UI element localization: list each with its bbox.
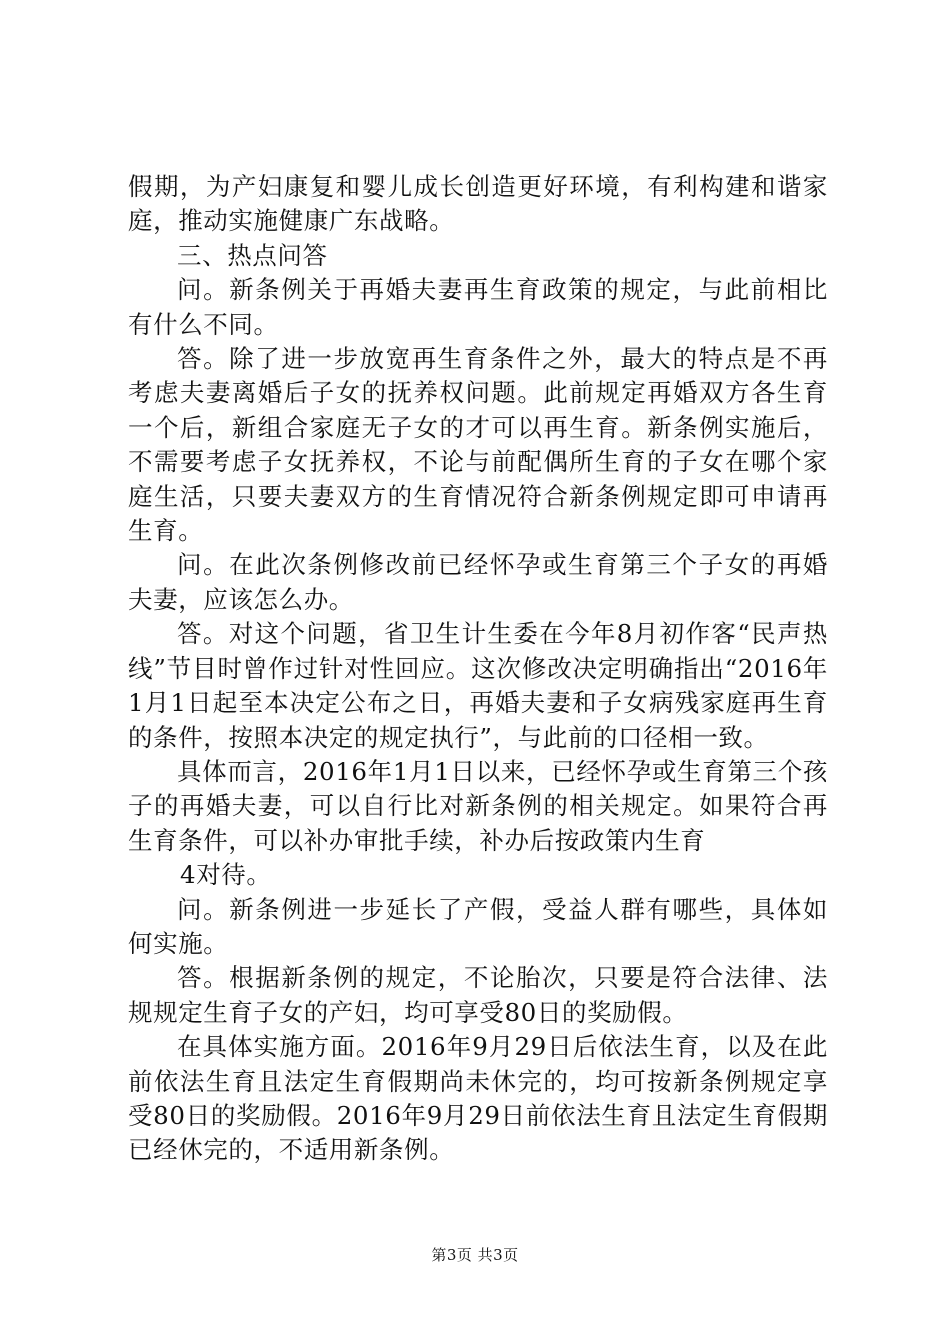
answer-paragraph: 答。根据新条例的规定，不论胎次，只要是符合法律、法规规定生育子女的产妇，均可享受80日的奖励假。 xyxy=(128,963,828,1027)
answer-paragraph: 答。对这个问题，省卫生计生委在今年8月初作客“民声热线”节目时曾作过针对性回应。这次修改决定明确指出“2016年1月1日起至本决定公布之日，再婚夫妻和子女病残家庭再生育的条件，按照本决定的规定执行”，与此前的口径相一致。 xyxy=(128,619,828,752)
page-number-footer: 第3页 共3页 xyxy=(431,1246,519,1264)
document-body xyxy=(128,170,828,1168)
answer-paragraph: 答。除了进一步放宽再生育条件之外，最大的特点是不再考虑夫妻离婚后子女的抚养权问题。此前规定再婚双方各生育一个后，新组合家庭无子女的才可以再生育。新条例实施后，不需要考虑子女抚养权，不论与前配偶所生育的子女在哪个家庭生活，只要夫妻双方的生育情况符合新条例规定即可申请再生育。 xyxy=(128,344,828,546)
body-paragraph-fragment: 4对待。 xyxy=(180,860,272,890)
body-paragraph: 具体而言，2016年1月1日以来，已经怀孕或生育第三个孩子的再婚夫妻，可以自行比对新条例的相关规定。如果符合再生育条件，可以补办审批手续，补办后按政策内生育 xyxy=(128,756,828,855)
body-paragraph: 在具体实施方面。2016年9月29日后依法生育，以及在此前依法生育且法定生育假期尚未休完的，均可按新条例规定享受80日的奖励假。2016年9月29日前依法生育且法定生育假期已经休完的，不适用新条例。 xyxy=(128,1032,828,1165)
paragraph-continuation: 假期，为产妇康复和婴儿成长创造更好环境，有利构建和谐家庭，推动实施健康广东战略。 xyxy=(128,172,828,236)
question-paragraph: 问。在此次条例修改前已经怀孕或生育第三个子女的再婚夫妻，应该怎么办。 xyxy=(128,550,828,614)
question-paragraph: 问。新条例关于再婚夫妻再生育政策的规定，与此前相比有什么不同。 xyxy=(128,275,828,339)
section-heading-hot-qa: 三、热点问答 xyxy=(177,240,328,270)
question-paragraph: 问。新条例进一步延长了产假，受益人群有哪些，具体如何实施。 xyxy=(128,894,828,958)
